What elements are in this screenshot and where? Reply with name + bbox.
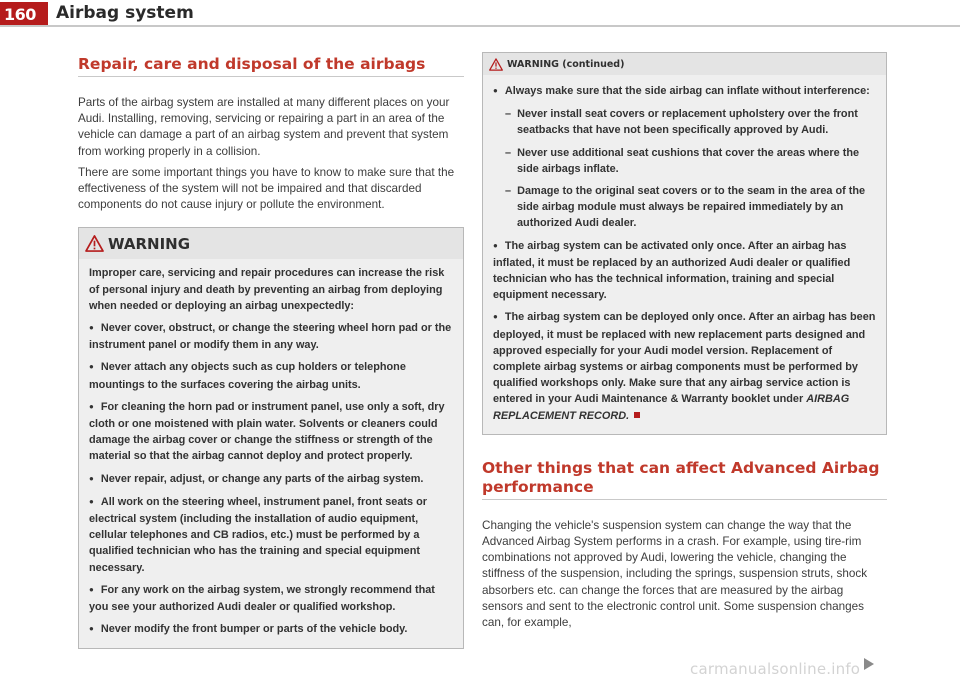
warning-continued-header	[483, 53, 886, 75]
warning-box-continued	[482, 52, 887, 435]
warning-continued-body	[483, 75, 886, 434]
warning-title: WARNING	[108, 234, 191, 253]
watermark: carmanualsonline.info	[690, 660, 861, 678]
warning-item: ● Always make sure that the side airbag can inflate without interference:	[493, 83, 876, 100]
warning-item-text: The airbag system can be deployed only once. After an airbag has been deployed, it must be replaced with new replacement parts designed and approved especially for your Audi model version. Replacement of complete airbag systems or airbag components must be performed by qualified workshops only. Make sure that any airbag service action is entered in your Audi Maintenance & Warranty booklet under	[493, 311, 876, 406]
warning-item: ● Never repair, adjust, or change any parts of the airbag system.	[89, 471, 453, 488]
page-number-badge	[0, 2, 48, 27]
running-head: Airbag system	[56, 3, 194, 23]
warning-item: ● All work on the steering wheel, instrument panel, front seats or electrical system (including the installation of audio equipment, cellular telephones and CB radios, etc.) must be performed by a qualified technician who has the training and special equipment necessary.	[89, 494, 453, 576]
warning-continued-title: WARNING (continued)	[507, 58, 625, 70]
warning-body	[79, 259, 463, 648]
warning-item: ● Never attach any objects such as cup holders or telephone mountings to the surfaces covering the airbag units.	[89, 359, 453, 392]
warning-item: ● Never modify the front bumper or parts of the vehicle body.	[89, 621, 453, 638]
body-paragraph: There are some important things you have to know to make sure that the effectiveness of the system will not be impaired and that discarded components do not cause injury or pollute the environment.	[78, 165, 455, 212]
warning-item: ● For cleaning the horn pad or instrument panel, use only a soft, dry cloth or one moistened with plain water. Solvents or cleaners could damage the airbag cover or change the stiffness or strength of the material so that the airbag cannot deploy and protect properly.	[89, 399, 453, 465]
warning-item: ● Never cover, obstruct, or change the steering wheel horn pad or the instrument panel or modify them in any way.	[89, 320, 453, 353]
warning-header	[79, 228, 463, 259]
body-paragraph: Parts of the airbag system are installed at many different places on your Audi. Installing, removing, servicing or repairing a part in an area of the vehicle can damage a part of an airbag system and prevent that system from working properly in a collision.	[78, 96, 450, 158]
warning-item: ● The airbag system can be activated only once. After an airbag has inflated, it must be replaced by an authorized Audi dealer or qualified technician who has the technical information, training and special equipment necessary.	[493, 238, 876, 304]
header-rule	[0, 25, 960, 27]
warning-item: ● For any work on the airbag system, we strongly recommend that you see your authorized Audi dealer or qualified workshop.	[89, 582, 453, 615]
warning-subitem: – Damage to the original seat covers or to the seam in the area of the side airbag module must always be repaired immediately by an authorized Audi dealer.	[505, 185, 866, 230]
right-column	[482, 52, 887, 631]
warning-intro: Improper care, servicing and repair procedures can increase the risk of personal injury and death by preventing an airbag from deploying when needed or deploying an airbag unexpectedly:	[89, 267, 445, 312]
left-column	[78, 55, 464, 649]
warning-subitem-text: Never install seat covers or replacement upholstery over the front seatbacks that have not been specifically approved by Audi.	[517, 108, 858, 137]
continue-arrow-icon	[864, 658, 874, 670]
warning-reference: AIRBAG REPLACEMENT RECORD.	[493, 393, 850, 422]
warning-item	[493, 309, 876, 423]
end-of-section-mark	[634, 412, 640, 418]
warning-triangle-icon	[85, 235, 104, 252]
warning-box	[78, 227, 464, 649]
warning-subitem: – Never install seat covers or replacement upholstery over the front seatbacks that have not been specifically approved by Audi.	[505, 108, 858, 137]
warning-subitem-text: Never use additional seat cushions that cover the areas where the side airbags inflate.	[517, 146, 860, 175]
warning-triangle-icon	[489, 58, 503, 71]
page-number: 160	[4, 5, 36, 24]
warning-subitem: – Never use additional seat cushions that cover the areas where the side airbags inflate.	[505, 146, 860, 175]
body-paragraph: Changing the vehicle's suspension system can change the way that the Advanced Airbag System performs in a crash. For example, using tire-rim combinations not approved by Audi, lowering the vehicle, changing the stiffness of the suspension, including the springs, suspension struts, shock absorbers etc. can change the forces that are measured by the airbag sensors and sent to the electronic control unit. Some suspension changes can, for example,	[482, 518, 868, 630]
warning-subitem-text: Damage to the original seat covers or to the seam in the area of the side airbag module must always be repaired immediately by an authorized Audi dealer.	[517, 185, 866, 230]
section-heading-advanced-airbag: Other things that can affect Advanced Airbag performance	[482, 459, 887, 500]
section-heading-repair: Repair, care and disposal of the airbags	[78, 55, 464, 77]
